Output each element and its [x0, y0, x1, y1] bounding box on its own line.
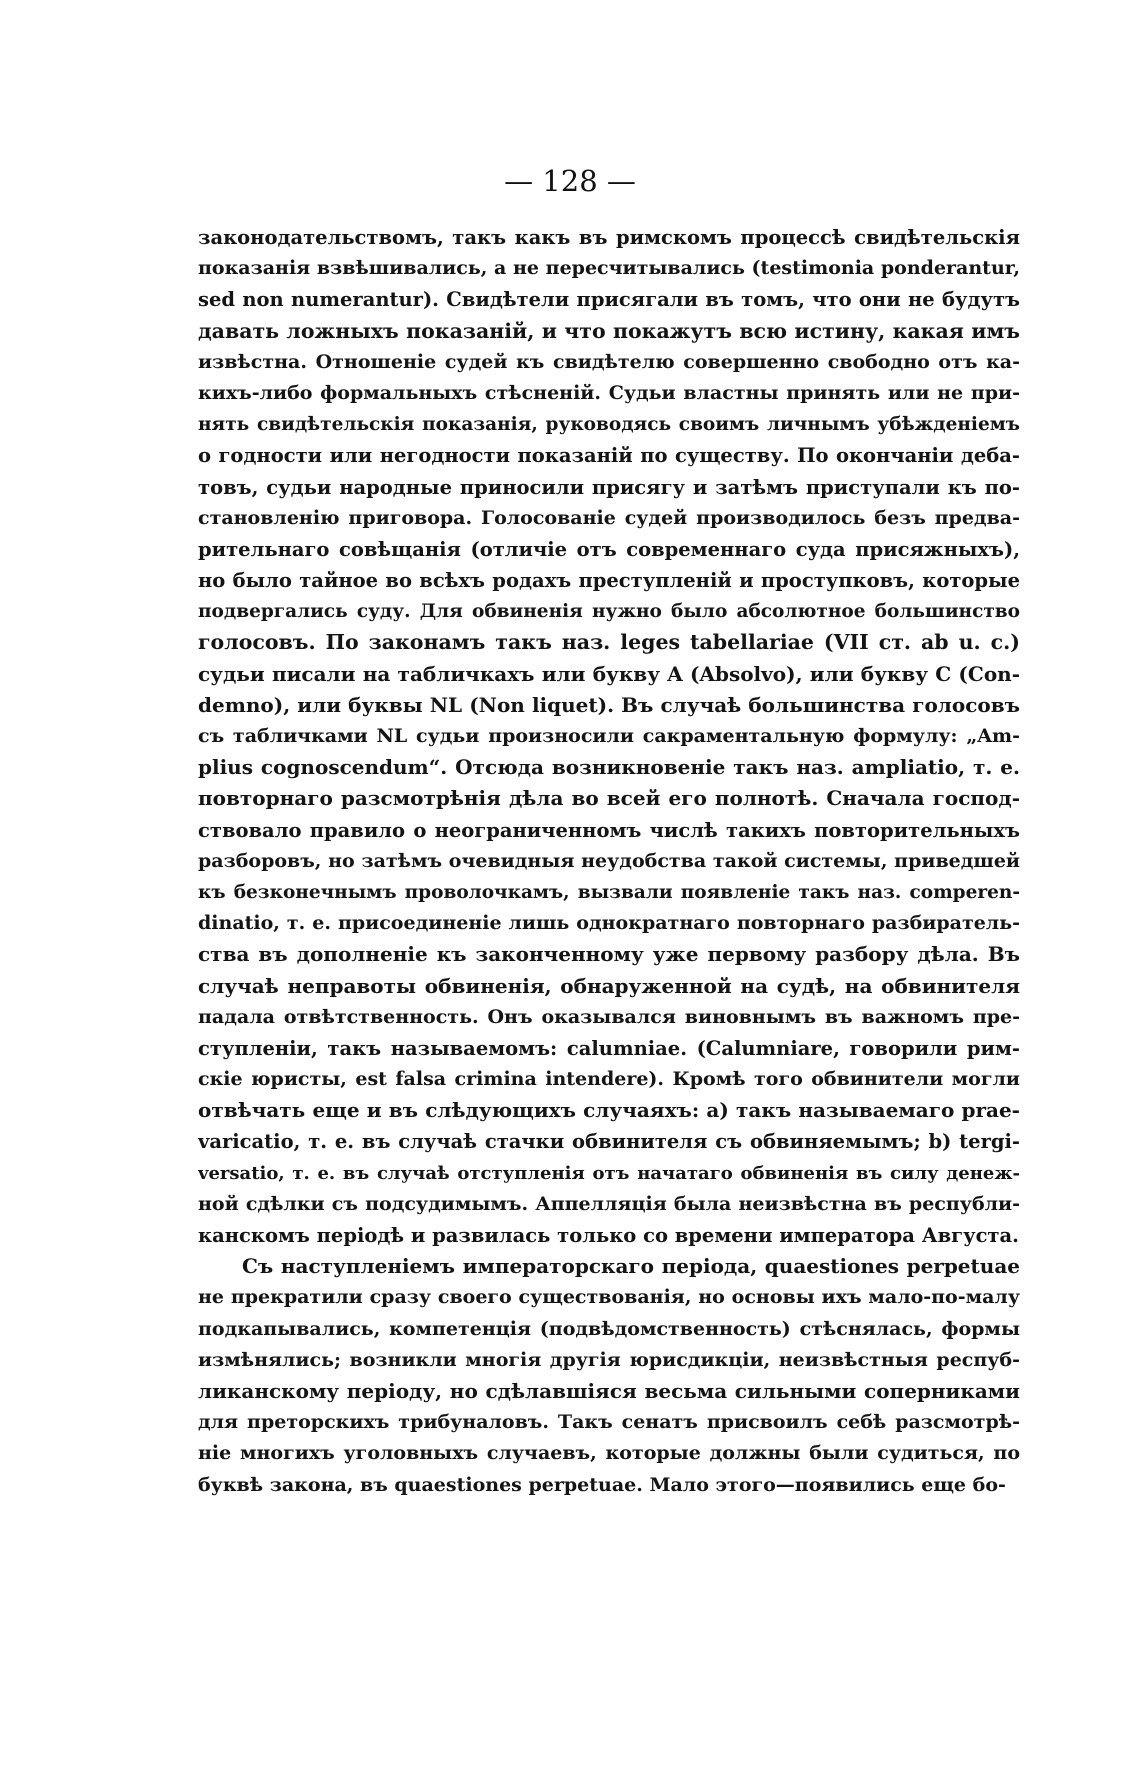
text-line: извѣстна. Отношеніе судей къ свидѣтелю совершенно свободно отъ ка- [198, 350, 1020, 373]
text-line: о годности или негодности показаній по существу. По окончаніи деба- [198, 444, 1020, 468]
text-line: канскомъ періодѣ и развилась только со времени императора Августа. [198, 1224, 1019, 1247]
text-line: съ табличками NL судьи произносили сакраментальную формулу: „Am- [198, 725, 1020, 747]
text-line: sed non numerantur). Свидѣтели присягали въ томъ, что они не будутъ [198, 288, 1020, 312]
text-line: судьи писали на табличкахъ или букву A (Absolvo), или букву C (Con- [198, 661, 1020, 686]
text-line: рительнаго совѣщанія (отличіе отъ современнаго суда присяжныхъ), [198, 537, 1020, 561]
text-line: ствовало правило о неограниченномъ числѣ такихъ повторительныхъ [198, 818, 1020, 842]
text-line: ства въ дополненіе къ законченному уже первому разбору дѣла. Въ [198, 942, 1020, 967]
text-line: разборовъ, но затѣмъ очевидныя неудобства такой системы, приведшей [198, 849, 1020, 872]
text-line: голосовъ. По законамъ такъ наз. leges tabellariae (VII ст. ab u. c.) [198, 630, 1020, 655]
text-line: товъ, судьи народные приносили присягу и затѣмъ приступали къ по- [198, 475, 1020, 499]
text-line: но было тайное во всѣхъ родахъ преступленій и проступковъ, которые [198, 569, 1020, 593]
text-line: plius cognoscendum“. Отсюда возникновеніе такъ наз. ampliatio, т. е. [198, 755, 1020, 780]
text-line: подвергались суду. Для обвиненія нужно было абсолютное большинство [198, 601, 1020, 623]
text-line: отвѣчать еще и въ слѣдующихъ случаяхъ: a) такъ называемаго prae- [198, 1098, 1020, 1123]
text-line: ніе многихъ уголовныхъ случаевъ, которые должны были судиться, по [198, 1442, 1020, 1465]
text-line: versatio, т. е. въ случаѣ отступленія отъ начатаго обвиненія въ силу денеж- [198, 1162, 1020, 1184]
page-number: — 128 — [504, 164, 636, 198]
body-text [198, 222, 1020, 1501]
text-line: становленію приговора. Голосованіе судей производилось безъ предва- [198, 506, 1020, 529]
text-line: показанія взвѣшивались, а не пересчитывались (testimonia ponderantur, [198, 257, 1020, 280]
paragraph [198, 222, 1020, 1251]
text-line: нять свидѣтельскія показанія, руководясь своимъ личнымъ убѣжденіемъ [198, 414, 1020, 436]
text-line: кихъ-либо формальныхъ стѣсненій. Судьи властны принять или не при- [198, 381, 1020, 404]
text-line: ступленіи, такъ называемомъ: calumniae. (Calumniare, говорили рим- [198, 1036, 1020, 1060]
text-line: не прекратили сразу своего существованія, но основы ихъ мало-по-малу [198, 1286, 1020, 1309]
text-line: къ безконечнымъ проволочкамъ, вызвали появленіе такъ наз. comperen- [198, 881, 1020, 903]
text-line: случаѣ неправоты обвиненія, обнаруженной на судѣ, на обвинителя [198, 973, 1020, 998]
text-line: скіе юристы, est falsa crimina intendere). Кромѣ того обвинители могли [198, 1068, 1020, 1091]
text-line: ной сдѣлки съ подсудимымъ. Аппелляція была неизвѣстна въ республи- [198, 1192, 1020, 1215]
text-line: для преторскихъ трибуналовъ. Такъ сенатъ присвоилъ себѣ разсмотрѣ- [198, 1411, 1020, 1434]
text-line: буквѣ закона, въ quaestiones perpetuae. Мало этого—появились еще бо- [198, 1473, 1006, 1496]
text-line: повторнаго разсмотрѣнія дѣла во всей его полнотѣ. Сначала господ- [198, 786, 1020, 811]
paragraph [198, 1251, 1020, 1501]
text-line: ликанскому періоду, но сдѣлавшіяся весьма сильными соперниками [198, 1378, 1020, 1403]
text-line: dinatio, т. е. присоединеніе лишь однократнаго повторнаго разбиратель- [198, 912, 1020, 935]
text-line: законодательствомъ, такъ какъ въ римскомъ процессѣ свидѣтельскія [198, 226, 1020, 249]
text-line: Съ наступленіемъ императорскаго періода, quaestiones perpetuae [242, 1254, 1020, 1279]
text-line: давать ложныхъ показаній, и что покажутъ всю истину, какая имъ [198, 318, 1020, 343]
text-line: demno), или буквы NL (Non liquet). Въ случаѣ большинства голосовъ [198, 692, 1020, 717]
text-line: подкапывались, компетенція (подвѣдомственность) стѣснялась, формы [198, 1317, 1020, 1340]
text-line: падала отвѣтственность. Онъ оказывался виновнымъ въ важномъ пре- [198, 1005, 1020, 1028]
text-line: varicatio, т. е. въ случаѣ стачки обвинителя съ обвиняемымъ; b) tergi- [198, 1130, 1020, 1154]
text-line: измѣнялись; возникли многія другія юрисдикціи, неизвѣстныя респуб- [198, 1348, 1020, 1371]
